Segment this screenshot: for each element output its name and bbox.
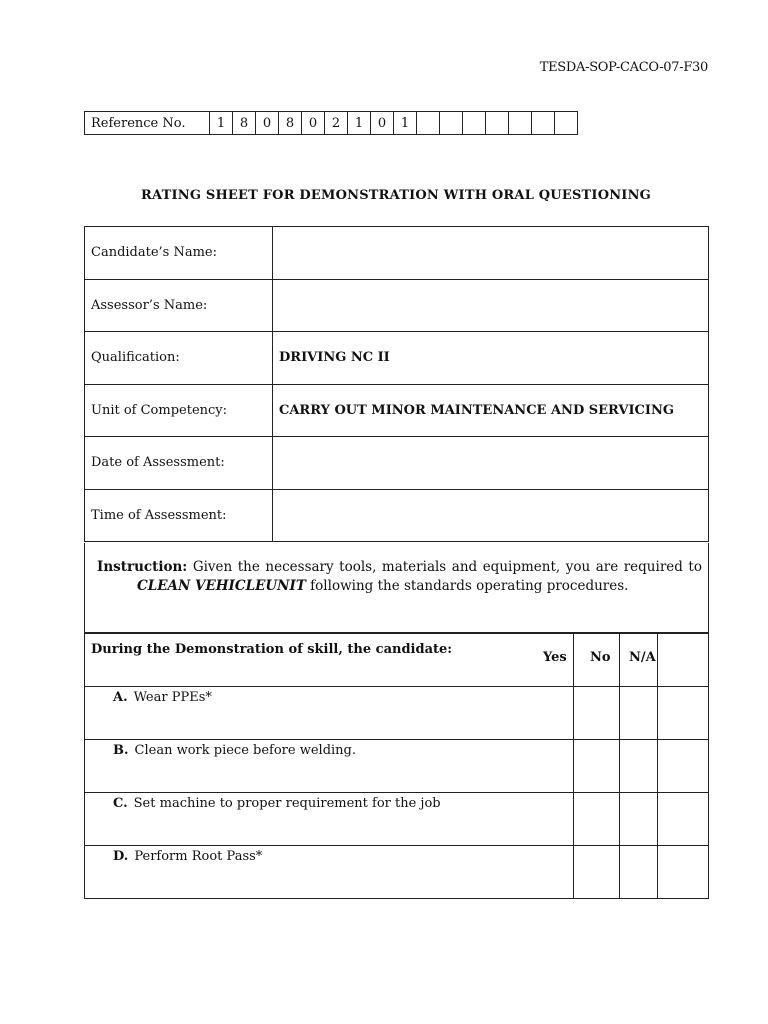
skill-text: Set machine to proper requirement for the job xyxy=(133,796,441,811)
yes-checkbox[interactable] xyxy=(573,687,619,740)
reference-digit[interactable] xyxy=(463,112,486,135)
skill-letter: D. xyxy=(113,849,129,864)
no-checkbox[interactable] xyxy=(619,793,657,846)
candidate-name-label: Candidate’s Name: xyxy=(85,227,273,280)
reference-digit[interactable] xyxy=(555,112,578,135)
skill-description xyxy=(85,740,574,793)
reference-digit[interactable] xyxy=(486,112,509,135)
reference-digit[interactable]: 1 xyxy=(394,112,417,135)
skills-header-row xyxy=(85,634,709,687)
assessor-name-label: Assessor’s Name: xyxy=(85,279,273,332)
instruction-emphasis: CLEAN VEHICLEUNIT xyxy=(137,578,306,594)
reference-digit[interactable] xyxy=(440,112,463,135)
form-code: TESDA-SOP-CACO-07-F30 xyxy=(539,60,708,75)
reference-label: Reference No. xyxy=(85,112,210,135)
skill-letter: C. xyxy=(113,796,128,811)
assessor-name-field[interactable] xyxy=(273,279,709,332)
na-column-label: N/A xyxy=(629,650,656,665)
reference-digit[interactable]: 8 xyxy=(279,112,302,135)
yes-checkbox[interactable] xyxy=(573,740,619,793)
no-checkbox[interactable] xyxy=(619,846,657,899)
instruction-lead: Instruction: xyxy=(97,559,188,575)
skill-row xyxy=(85,846,709,899)
reference-digit[interactable] xyxy=(509,112,532,135)
time-row xyxy=(85,489,709,542)
qualification-row xyxy=(85,332,709,385)
skills-checklist-table xyxy=(84,633,709,899)
date-of-assessment-label: Date of Assessment: xyxy=(85,437,273,490)
time-of-assessment-field[interactable] xyxy=(273,489,709,542)
na-checkbox[interactable] xyxy=(657,740,708,793)
reference-digit[interactable]: 2 xyxy=(325,112,348,135)
skill-text: Clean work piece before welding. xyxy=(134,743,357,758)
skill-text: Wear PPEs* xyxy=(133,690,212,705)
instruction-body-2: following the standards operating procedures. xyxy=(305,578,629,594)
na-header-cell xyxy=(657,634,708,687)
qualification-value: DRIVING NC II xyxy=(273,332,709,385)
na-checkbox[interactable] xyxy=(657,793,708,846)
reference-number-table xyxy=(84,111,578,135)
skill-row xyxy=(85,687,709,740)
yes-checkbox[interactable] xyxy=(573,846,619,899)
skill-row xyxy=(85,740,709,793)
skill-letter: A. xyxy=(113,690,128,705)
yes-column-label: Yes xyxy=(543,650,567,665)
reference-digit[interactable]: 0 xyxy=(371,112,394,135)
time-of-assessment-label: Time of Assessment: xyxy=(85,489,273,542)
reference-digit[interactable]: 0 xyxy=(302,112,325,135)
unit-row xyxy=(85,384,709,437)
yes-checkbox[interactable] xyxy=(573,793,619,846)
unit-of-competency-value: CARRY OUT MINOR MAINTENANCE AND SERVICING xyxy=(273,384,709,437)
reference-digit[interactable]: 1 xyxy=(348,112,371,135)
page-title: RATING SHEET FOR DEMONSTRATION WITH ORAL QUESTIONING xyxy=(141,188,651,203)
skills-heading: During the Demonstration of skill, the candidate: xyxy=(91,642,453,657)
assessment-info-table xyxy=(84,226,709,542)
qualification-label: Qualification: xyxy=(85,332,273,385)
no-checkbox[interactable] xyxy=(619,687,657,740)
skill-description xyxy=(85,846,574,899)
assessor-row xyxy=(85,279,709,332)
no-column-label: No xyxy=(590,650,611,665)
skills-heading-cell xyxy=(85,634,574,687)
reference-digit[interactable]: 0 xyxy=(256,112,279,135)
skill-letter: B. xyxy=(113,743,129,758)
skill-text: Perform Root Pass* xyxy=(134,849,263,864)
candidate-row xyxy=(85,227,709,280)
no-checkbox[interactable] xyxy=(619,740,657,793)
na-checkbox[interactable] xyxy=(657,846,708,899)
date-of-assessment-field[interactable] xyxy=(273,437,709,490)
na-checkbox[interactable] xyxy=(657,687,708,740)
reference-digit[interactable]: 1 xyxy=(210,112,233,135)
reference-digit[interactable]: 8 xyxy=(233,112,256,135)
instruction-text xyxy=(97,558,702,596)
instruction-block xyxy=(84,543,709,633)
candidate-name-field[interactable] xyxy=(273,227,709,280)
skill-description xyxy=(85,687,574,740)
instruction-body-1: Given the necessary tools, materials and equipment, you are required to xyxy=(187,559,702,575)
skill-row xyxy=(85,793,709,846)
skill-description xyxy=(85,793,574,846)
unit-of-competency-label: Unit of Competency: xyxy=(85,384,273,437)
reference-digit[interactable] xyxy=(532,112,555,135)
date-row xyxy=(85,437,709,490)
reference-digit[interactable] xyxy=(417,112,440,135)
